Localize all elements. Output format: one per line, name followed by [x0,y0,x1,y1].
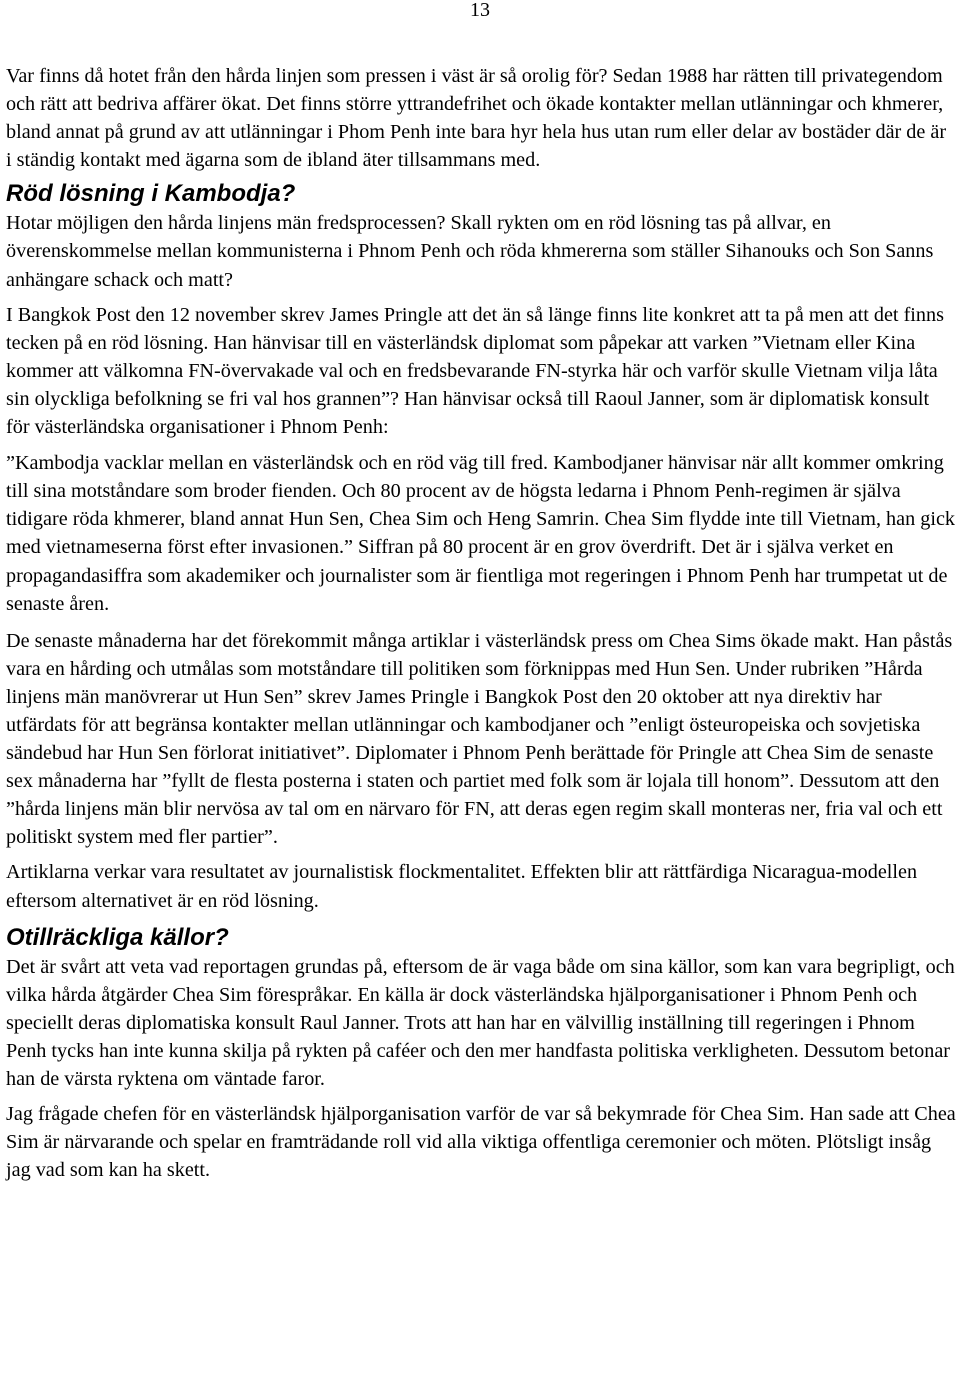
paragraph-bangkok-post: I Bangkok Post den 12 november skrev James Pringle att det än så länge finns lite konkret att ta på men att det finns tecken på en röd lösning. Han hänvisar till en västerländsk diplomat som påpekar att varken ”Vietnam eller Kina kommer att välkomna FN-övervakade val och en fredsbevarande FN-styrka här och varför skulle Vietnam vilja låta sin olyckliga befolkning se fri val hos grannen”? Han hänvisar också till Raoul Janner, som är diplomatisk konsult för västerländska organisationer i Phnom Penh: [6,303,944,439]
paragraph-sources: Det är svårt att veta vad reportagen grundas på, eftersom de är vaga både om sina källor, som kan vara begripligt, och vilka hårda åtgärder Chea Sim förespråkar. En källa är dock västerländska hjälporganisationer i Phnom Penh och speciellt deras diplomatiska konsult Raul Janner. Trots att han har en välvillig inställning till regeringen i Phnom Penh tycks han inte kunna skilja på rykten på caféer och den mer handfasta politiska verkligheten. Dessutom betonar han de värsta ryktena om väntade faror. [6,955,955,1090]
section-heading-red-solution: Röd lösning i Kambodja? [6,180,296,208]
page-number: 13 [470,0,490,21]
intro-paragraph: Var finns då hotet från den hårda linjen som pressen i väst är så orolig för? Sedan 1988 har rätten till privategendom och rätt att bedriva affärer ökat. Det finns större yttrandefrihet och ökade kontakter mellan utlänningar och khmerer, bland annat på grund av att utlänningar i Phom Penh inte bara hyr hela hus utan rum eller delar av bostäder där de är i ständig kontakt med ägarna som de ibland äter tillsammans med. [6,65,947,172]
paragraph-janner-quote: ”Kambodja vacklar mellan en västerländsk och en röd väg till fred. Kambodjaner hänvisar när allt kommer omkring till sina motståndare som broder fienden. Och 80 procent av de högsta ledarna i Phnom Penh-regimen är själva tidigare röda khmerer, bland annat Hun Sen, Chea Sim och Heng Samrin. Chea Sim flydde inte till Vietnam, han gick med vietnameserna först efter invasionen.” Siffran på 80 procent är en grov överdrift. Det är i själva verket en propagandasiffra som akademiker och journalister som är fientliga mot regeringen i Phnom Penh har trumpetat ut de senaste åren. [6,452,956,615]
paragraph-chea-sim-power: De senaste månaderna har det förekommit många artiklar i västerländsk press om Chea Sims ökade makt. Han påstås vara en hårding och utmålas som motståndare till politiken som förknippas med Hun Sen. Under rubriken ”Hårda linjens män manövrerar ut Hun Sen” skrev James Pringle i Bangkok Post den 20 oktober att nya direktiv har utfärdats för att begränsa kontakter mellan utlänningar och kambodjaner och ”enligt östeuropeiska och sovjetiska sändebud har Hun Sen förlorat initiativet”. Diplomater i Phnom Penh berättade för Pringle att Chea Sim de senaste sex månaderna har ”fyllt de flesta posterna i staten och partiet med folk som är lojala till honom”. Dessutom att den ”hårda linjens män blir nervösa av tal om en närvaro för FN, att deras egen regim skall monteras ner, fria val och ett politiskt system med fler partier”. [6,629,953,849]
section-heading-insufficient-sources: Otillräckliga källor? [6,923,229,951]
paragraph-peace-process: Hotar möjligen den hårda linjens män fredsprocessen? Skall rykten om en röd lösning tas på allvar, en överenskommelse mellan kommunisterna i Phnom Penh och röda khmererna som ställer Sihanouks och Son Sanns anhängare schack och matt? [6,212,934,291]
paragraph-aid-organisation: Jag frågade chefen för en västerländsk hjälporganisation varför de var så bekymrade för Chea Sim. Han sade att Chea Sim är närvarande och spelar en framträdande roll vid alla viktiga offentliga ceremonier och möten. Plötsligt insåg jag vad som kan ha skett. [6,1103,956,1182]
paragraph-flock-mentality: Artiklarna verkar vara resultatet av journalistisk flockmentalitet. Effekten blir att rättfärdiga Nicaragua-modellen eftersom alternativet är en röd lösning. [6,861,918,912]
page-content [6,62,956,1184]
